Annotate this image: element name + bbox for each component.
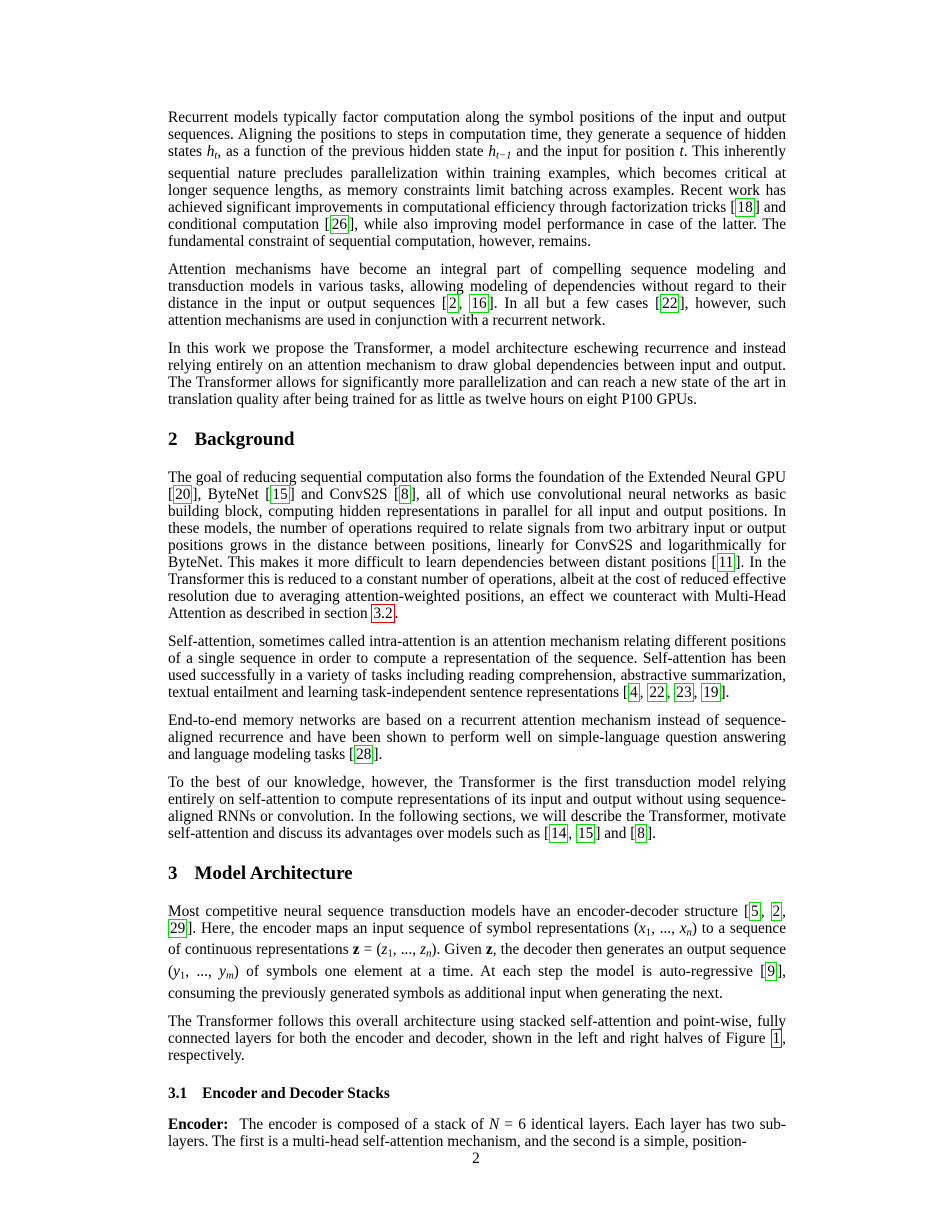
math-subscript: m xyxy=(225,969,234,982)
subsection-heading xyxy=(168,1085,786,1103)
page-content xyxy=(168,109,786,1161)
citation-link[interactable]: 4 xyxy=(630,683,638,701)
section-number: 3 xyxy=(168,862,178,884)
citation-link[interactable]: 15 xyxy=(578,824,594,842)
math-variable: N xyxy=(488,1115,500,1133)
citation-link[interactable]: 16 xyxy=(471,294,487,312)
citation-link[interactable]: 29 xyxy=(170,919,186,937)
paragraph: Encoder: The encoder is composed of a stack of N = 6 identical layers. Each layer has two sub-layers. The first is a multi-head self-attention mechanism, and the second is a simple, position- xyxy=(168,1115,787,1150)
run-in-heading: Encoder: xyxy=(168,1115,229,1133)
citation-link[interactable]: 20 xyxy=(175,485,191,503)
math-variable: z xyxy=(381,941,388,959)
citation-link[interactable]: 2 xyxy=(449,294,457,312)
section-title: Encoder and Decoder Stacks xyxy=(202,1084,390,1102)
paragraph: The goal of reducing sequential computation also forms the foundation of the Extended Neural GPU [ 20 ], ByteNet [ 15 ] and ConvS2S [ 8 ], all of which use convolutional neural networks as basic building block, computing hidden representations in parallel for all input and output positions. In these models, the number of operations required to relate signals from two arbitrary input or output positions grows in the distance between positions, linearly for ConvS2S and logarithmically for ByteNet. This makes it more difficult to learn dependencies between distant positions [ 11 ]. In the Transformer this is reduced to a constant number of operations, albeit at the cost of reduced effective resolution due to averaging attention-weighted positions, an effect we counteract with Multi-Head Attention as described in section 3.2 . xyxy=(168,468,787,622)
math-variable: y xyxy=(219,963,226,981)
citation-link[interactable]: 8 xyxy=(637,824,645,842)
paragraph: Self-attention, sometimes called intra-attention is an attention mechanism relating different positions of a single sequence in order to compute a representation of the sequence. Self-attention has been used successfully in a variety of tasks including reading comprehension, abstractive summarization, textual entailment and learning task-independent sentence representations [ 4 , 22 , 23 , 19 ]. xyxy=(168,632,786,701)
citation-link[interactable]: 22 xyxy=(649,683,665,701)
citation-link[interactable]: 18 xyxy=(737,198,753,216)
paragraph: End-to-end memory networks are based on a recurrent attention mechanism instead of sequence-aligned recurrence and have been shown to perform well on simple-language question answering and language modeling tasks [ 28 ]. xyxy=(168,711,786,763)
math-variable: z xyxy=(420,941,427,959)
math-subscript: 1 xyxy=(179,969,186,982)
math-subscript: t−1 xyxy=(495,149,512,162)
citation-link[interactable]: 26 xyxy=(331,215,348,233)
citation-link[interactable]: 11 xyxy=(718,553,734,571)
math-subscript: n xyxy=(426,948,432,961)
section-title: Model Architecture xyxy=(194,862,353,884)
math-bold-variable: z xyxy=(485,941,493,959)
page-number: 2 xyxy=(472,1150,480,1167)
citation-link[interactable]: 15 xyxy=(272,485,288,503)
section-title: Background xyxy=(194,428,295,450)
math-subscript: n xyxy=(686,926,692,939)
citation-link[interactable]: 2 xyxy=(772,902,781,920)
section-number: 3.1 xyxy=(168,1084,188,1102)
math-subscript: 1 xyxy=(645,926,652,939)
citation-link[interactable]: 5 xyxy=(751,902,759,920)
citation-link[interactable]: 23 xyxy=(676,683,692,701)
citation-link[interactable]: 22 xyxy=(662,294,678,312)
citation-link[interactable]: 9 xyxy=(767,963,776,981)
paragraph: The Transformer follows this overall architecture using stacked self-attention and point-wise, fully connected layers for both the encoder and decoder, shown in the left and right halves of Figure 1 , respectively. xyxy=(168,1012,786,1064)
citation-link[interactable]: 8 xyxy=(401,485,409,503)
paragraph: Recurrent models typically factor computation along the symbol positions of the input and output sequences. Aligning the positions to steps in computation time, they generate a sequence of hidden states ht, as a function of the previous hidden state ht−1 and the input for position t. This inherently sequential nature precludes parallelization within training examples, which becomes critical at longer sequence lengths, as memory constraints limit batching across examples. Recent work has achieved significant improvements in computational efficiency through factorization tricks [ 18 ] and conditional computation [ 26 ], while also improving model performance in case of the latter. The fundamental constraint of sequential computation, however, remains. xyxy=(168,109,786,250)
internal-reference-link[interactable]: 3.2 xyxy=(373,604,393,622)
math-variable: h xyxy=(488,143,496,160)
math-variable: t xyxy=(679,143,684,160)
math-subscript: 1 xyxy=(387,948,393,961)
math-variable: y xyxy=(173,963,180,981)
math-variable: x xyxy=(638,919,646,937)
math-variable: h xyxy=(206,143,215,160)
math-variable: x xyxy=(679,919,687,937)
paragraph: In this work we propose the Transformer, a model architecture eschewing recurrence and instead relying entirely on an attention mechanism to draw global dependencies between input and output. The Transformer allows for significantly more parallelization and can reach a new state of the art in translation quality after being trained for as little as twelve hours on eight P100 GPUs. xyxy=(168,339,786,408)
section-heading xyxy=(168,429,786,451)
paragraph: To the best of our knowledge, however, the Transformer is the first transduction model relying entirely on self-attention to compute representations of its input and output without using sequence-aligned RNNs or convolution. In the following sections, we will describe the Transformer, motivate self-attention and discuss its advantages over models such as [ 14 , 15 ] and [ 8 ]. xyxy=(168,773,786,842)
math-subscript: t xyxy=(214,149,218,162)
paragraph: Most competitive neural sequence transduction models have an encoder-decoder structure [ 5 , 2 , 29 ]. Here, the encoder maps an input sequence of symbol representations (x1, ..., xn) to a sequence of continuous representations z = (z1, ..., zn). Given z, the decoder then generates an output sequence (y1, ..., ym) of symbols one element at a time. At each step the model is auto-regressive [ 9 ], consuming the previously generated symbols as additional input when generating the next. xyxy=(168,902,786,1002)
section-number: 2 xyxy=(168,428,178,450)
section-heading xyxy=(168,863,786,885)
math-bold-variable: z xyxy=(352,941,360,959)
citation-link[interactable]: 19 xyxy=(703,683,719,701)
internal-reference-link[interactable]: 1 xyxy=(772,1029,781,1047)
citation-link[interactable]: 28 xyxy=(356,745,372,763)
paragraph: Attention mechanisms have become an integral part of compelling sequence modeling and transduction models in various tasks, allowing modeling of dependencies without regard to their distance in the input or output sequences [ 2 , 16 ]. In all but a few cases [ 22 ], however, such attention mechanisms are used in conjunction with a recurrent network. xyxy=(168,260,787,329)
citation-link[interactable]: 14 xyxy=(551,824,567,842)
